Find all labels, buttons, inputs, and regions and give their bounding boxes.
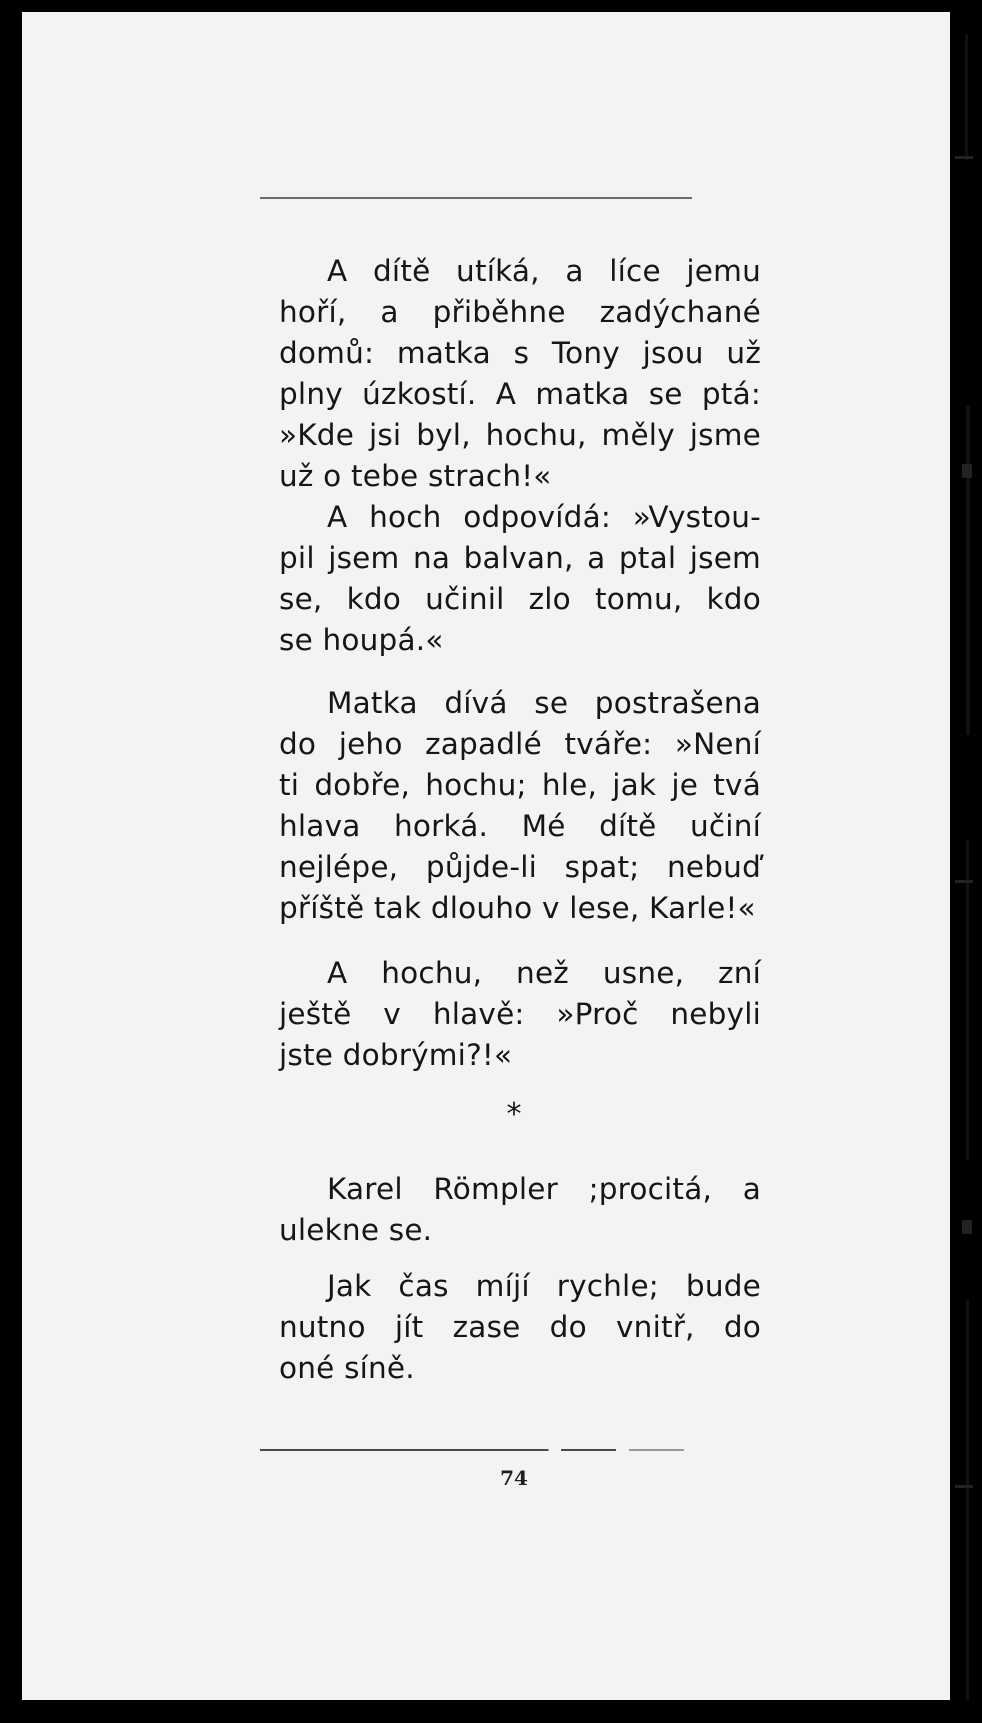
text-line: nejlépe, půjde-li spat; nebuď bbox=[279, 850, 761, 884]
text-line: domů: matka s Tony jsou už bbox=[279, 336, 761, 370]
text-line: hlava horká. Mé dítě učiní bbox=[279, 809, 761, 843]
text-line: ulekne se. bbox=[279, 1213, 433, 1247]
text-line: nutno jít zase do vnitř, do bbox=[279, 1310, 761, 1344]
page-edge-line bbox=[966, 840, 969, 1160]
edge-notch bbox=[962, 1220, 972, 1234]
text-line: ještě v hlavě: »Proč nebyli bbox=[279, 997, 761, 1031]
text-line: jste dobrými?!« bbox=[279, 1038, 513, 1072]
text-line: Karel Römpler ;procitá, a bbox=[327, 1172, 761, 1206]
text-line: plny úzkostí. A matka se ptá: bbox=[279, 377, 761, 411]
edge-notch bbox=[962, 464, 972, 478]
page-edge-line bbox=[966, 405, 970, 735]
text-line: oné síně. bbox=[279, 1351, 415, 1385]
edge-notch bbox=[955, 156, 973, 159]
page-number: 74 bbox=[500, 1466, 528, 1490]
edge-notch bbox=[955, 880, 973, 883]
text-line: A hoch odpovídá: »Vystou- bbox=[327, 500, 761, 534]
text-line: Jak čas míjí rychle; bude bbox=[327, 1269, 761, 1303]
text-line: hoří, a přiběhne zadýchané bbox=[279, 295, 761, 329]
bottom-rule bbox=[260, 1449, 684, 1451]
text-line: ti dobře, hochu; hle, jak je tvá bbox=[279, 768, 761, 802]
text-line: A dítě utíká, a líce jemu bbox=[327, 254, 761, 288]
text-line: se houpá.« bbox=[279, 623, 444, 657]
text-line: do jeho zapadlé tváře: »Není bbox=[279, 727, 761, 761]
text-line: Matka dívá se postrašena bbox=[327, 686, 761, 720]
text-line: »Kde jsi byl, hochu, měly jsme bbox=[279, 418, 761, 452]
page-edge-line bbox=[966, 1300, 969, 1700]
text-line: A hochu, než usne, zní bbox=[327, 956, 761, 990]
section-break-asterisk: * bbox=[506, 1097, 522, 1132]
text-line: pil jsem na balvan, a ptal jsem bbox=[279, 541, 761, 575]
text-line: už o tebe strach!« bbox=[279, 459, 552, 493]
text-line: se, kdo učinil zlo tomu, kdo bbox=[279, 582, 761, 616]
page-edge-line bbox=[965, 34, 968, 160]
edge-notch bbox=[955, 1485, 973, 1488]
text-line: příště tak dlouho v lese, Karle!« bbox=[279, 891, 756, 925]
